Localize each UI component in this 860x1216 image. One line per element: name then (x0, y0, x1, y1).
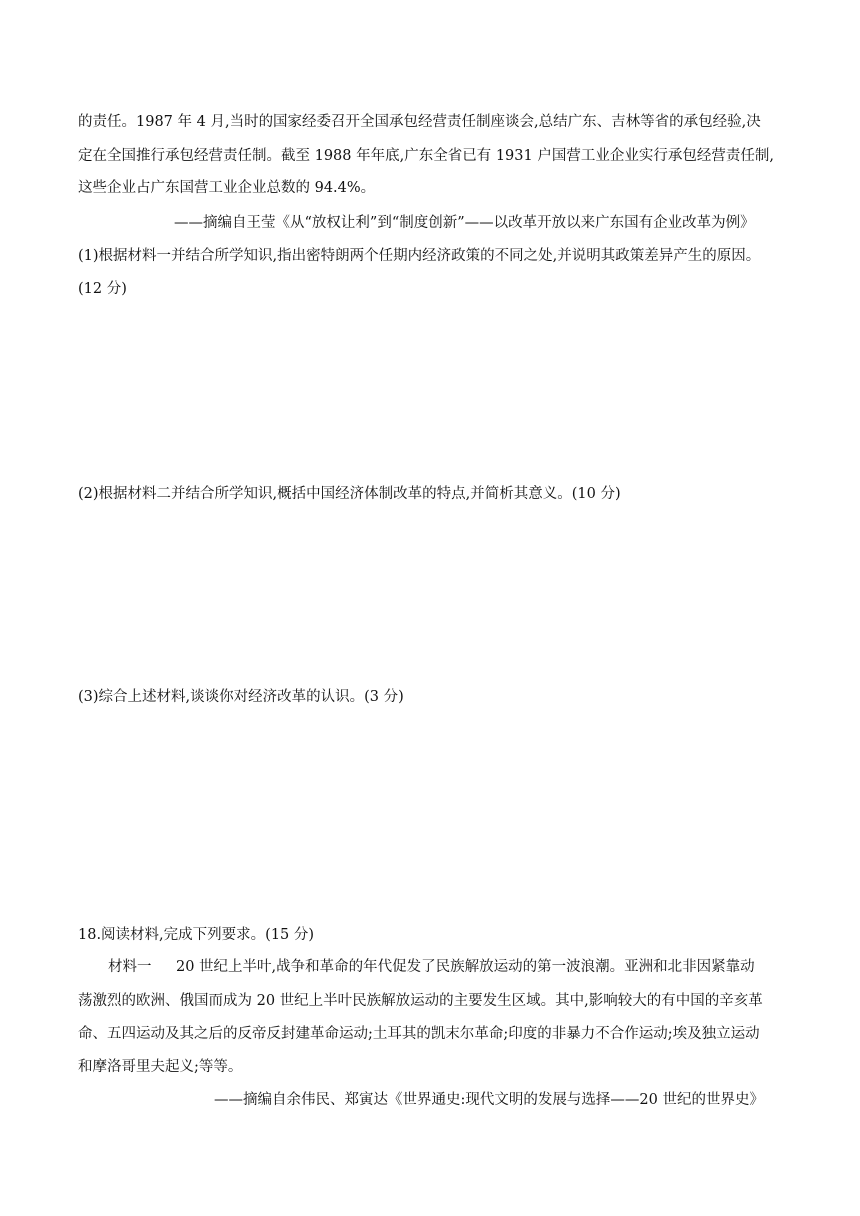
question-1-text: (1)根据材料一并结合所学知识,指出密特朗两个任期内经济政策的不同之处,并说明其政策差异产生的原因。 (78, 248, 761, 264)
material-line: 命、五四运动及其之后的反帝反封建革命运动;土耳其的凯末尔革命;印度的非暴力不合作运动;埃及独立运动 (78, 1026, 760, 1042)
material-label: 材料一 (108, 959, 152, 975)
material-line: 荡激烈的欧洲、俄国而成为 20 世纪上半叶民族解放运动的主要发生区域。其中,影响较大的有中国的辛亥革 (78, 993, 763, 1009)
passage-line: 定在全国推行承包经营责任制。截至 1988 年年底,广东全省已有 1931 户国营工业企业实行承包经营责任制, (78, 148, 774, 164)
material-line: 20 世纪上半叶,战争和革命的年代促发了民族解放运动的第一波浪潮。亚洲和北非因紧靠动 (176, 959, 755, 975)
question-3-text: (3)综合上述材料,谈谈你对经济改革的认识。(3 分) (78, 689, 404, 705)
question-1-score: (12 分) (78, 281, 127, 297)
question-18-heading: 18.阅读材料,完成下列要求。(15 分) (78, 927, 315, 943)
passage-line: 的责任。1987 年 4 月,当时的国家经委召开全国承包经营责任制座谈会,总结广东、吉林等省的承包经验,决 (78, 114, 761, 130)
material-paragraph (108, 957, 755, 977)
passage-line: 这些企业占广东国营工业企业总数的 94.4%。 (78, 180, 376, 196)
passage-source: ——摘编自王莹《从“放权让利”到“制度创新”——以改革开放以来广东国有企业改革为例》 (174, 215, 755, 231)
material-source: ——摘编自余伟民、郑寅达《世界通史:现代文明的发展与选择——20 世纪的世界史》 (214, 1092, 764, 1108)
material-line: 和摩洛哥里夫起义;等等。 (78, 1059, 243, 1075)
question-2-text: (2)根据材料二并结合所学知识,概括中国经济体制改革的特点,并简析其意义。(10 分) (78, 486, 621, 502)
